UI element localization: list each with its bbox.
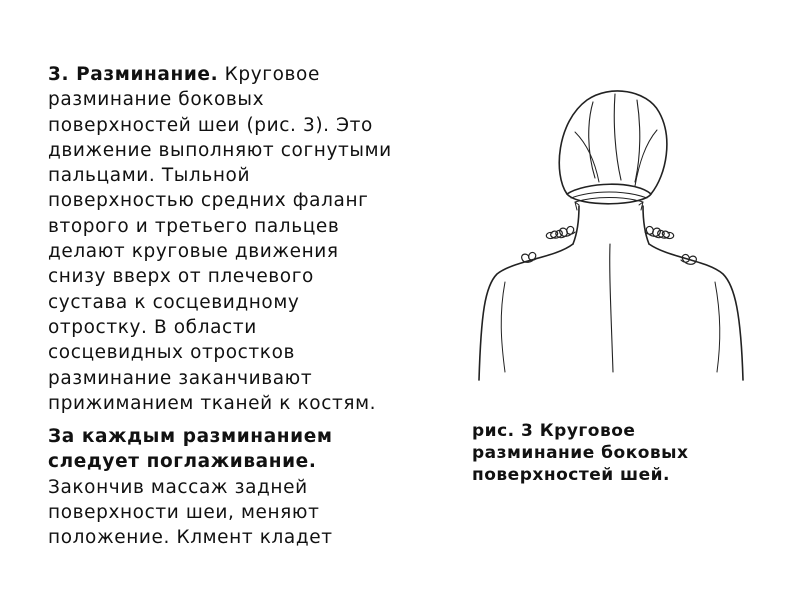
paragraph-stroking [48, 424, 398, 550]
main-text-column [48, 62, 398, 559]
neck-massage-illustration [475, 82, 745, 382]
figure-caption: рис. 3 Круговое разминание боковых поверхностей шей. [472, 421, 689, 485]
paragraph-heading: 3. Разминание. [48, 64, 219, 85]
paragraph-kneading [48, 62, 398, 416]
paragraph-body: Круговое разминание боковых поверхностей шеи (рис. 3). Это движение выполняют согнутыми пальцами. Тыльной поверхностью средних фаланг второго и третьего пальцев делают круговые движения снизу вверх от плечевого сустава к сосцевидному отростку. В области сосцевидных отростков разминание заканчивают прижиманием тканей к костям. [48, 64, 392, 414]
paragraph-bold-lead: За каждым разминанием следует поглаживание. [48, 426, 333, 473]
paragraph-body-continued: Закончив массаж задней поверхности шеи, меняют положение. Клмент кладет [48, 476, 333, 549]
